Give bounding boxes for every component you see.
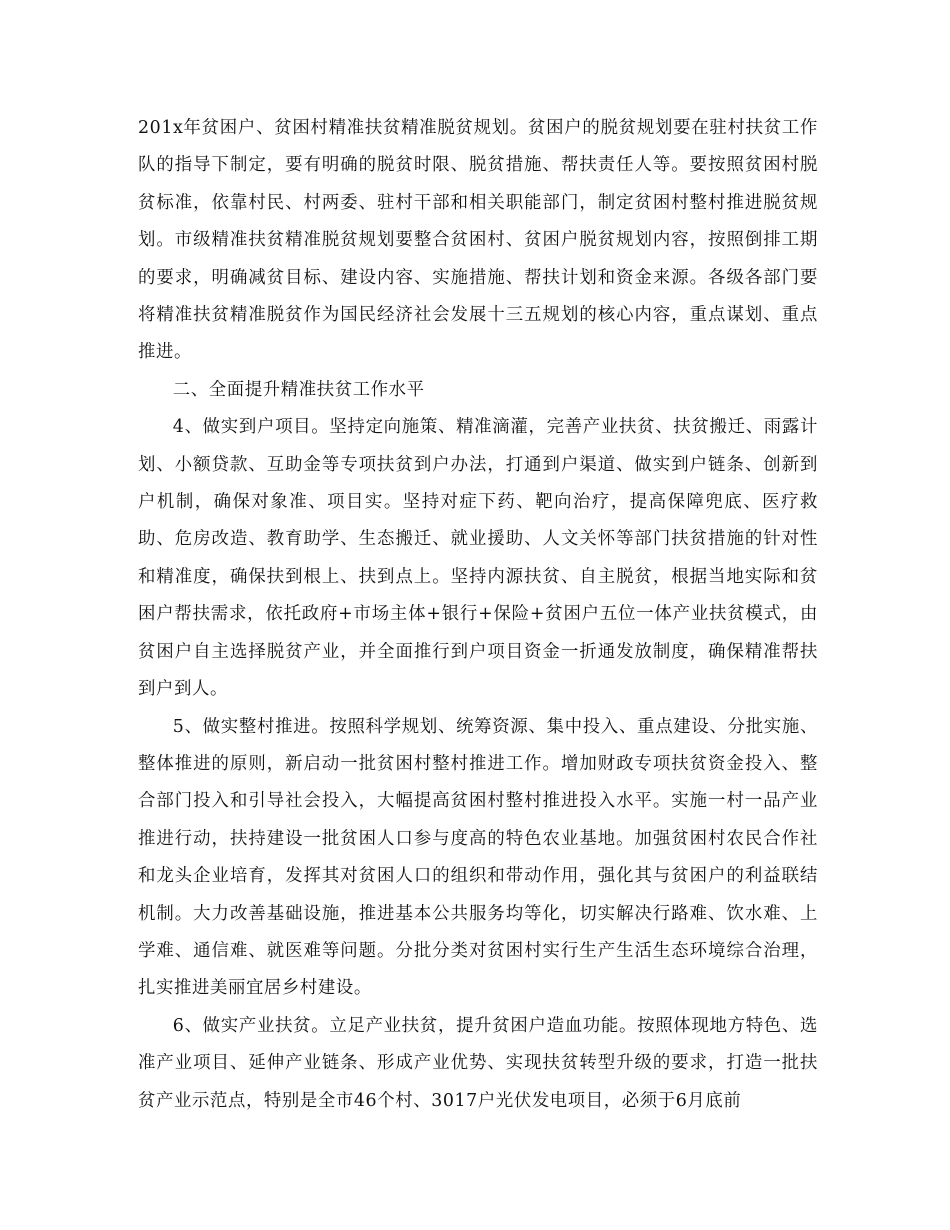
paragraph-item-5-village-advancement: 5、做实整村推进。按照科学规划、统筹资源、集中投入、重点建设、分批实施、整体推进的原则，新启动一批贫困村整村推进工作。增加财政专项扶贫资金投入、整合部门投入和引导社会投入，大幅提高贫困村整村推进投入水平。实施一村一品产业推进行动，扶持建设一批贫困人口参与度高的特色农业基地。加强贫困村农民合作社和龙头企业培育，发挥其对贫困人口的组织和带动作用，强化其与贫困户的利益联结机制。大力改善基础设施，推进基本公共服务均等化，切实解决行路难、饮水难、上学难、通信难、就医难等问题。分批分类对贫困村实行生产生活生态环境综合治理，扎实推进美丽宜居乡村建设。 bbox=[138, 716, 818, 999]
document-body bbox=[138, 110, 818, 1120]
paragraph-item-6-industry-poverty-relief: 6、做实产业扶贫。立足产业扶贫，提升贫困户造血功能。按照体现地方特色、选准产业项目、延伸产业链条、形成产业优势、实现扶贫转型升级的要求，打造一批扶贫产业示范点，特别是全市46个村、3017户光伏发电项目，必须于6月底前 bbox=[138, 1015, 818, 1111]
paragraph-plan-intro: 201x年贫困户、贫困村精准扶贫精准脱贫规划。贫困户的脱贫规划要在驻村扶贫工作队的指导下制定，要有明确的脱贫时限、脱贫措施、帮扶责任人等。要按照贫困村脱贫标准，依靠村民、村两委、驻村干部和相关职能部门，制定贫困村整村推进脱贫规划。市级精准扶贫精准脱贫规划要整合贫困村、贫困户脱贫规划内容，按照倒排工期的要求，明确减贫目标、建设内容、实施措施、帮扶计划和资金来源。各级各部门要将精准扶贫精准脱贫作为国民经济社会发展十三五规划的核心内容，重点谋划、重点推进。 bbox=[138, 118, 818, 363]
section-heading-improve-poverty-work: 二、全面提升精准扶贫工作水平 bbox=[172, 379, 425, 400]
paragraph-item-4-household-projects: 4、做实到户项目。坚持定向施策、精准滴灌，完善产业扶贫、扶贫搬迁、雨露计划、小额贷款、互助金等专项扶贫到户办法，打通到户渠道、做实到户链条、创新到户机制，确保对象准、项目实。坚持对症下药、靶向治疗，提高保障兜底、医疗救助、危房改造、教育助学、生态搬迁、就业援助、人文关怀等部门扶贫措施的针对性和精准度，确保扶到根上、扶到点上。坚持内源扶贫、自主脱贫，根据当地实际和贫困户帮扶需求，依托政府+市场主体+银行+保险+贫困户五位一体产业扶贫模式，由贫困户自主选择脱贫产业，并全面推行到户项目资金一折通发放制度，确保精准帮扶到户到人。 bbox=[138, 417, 818, 700]
